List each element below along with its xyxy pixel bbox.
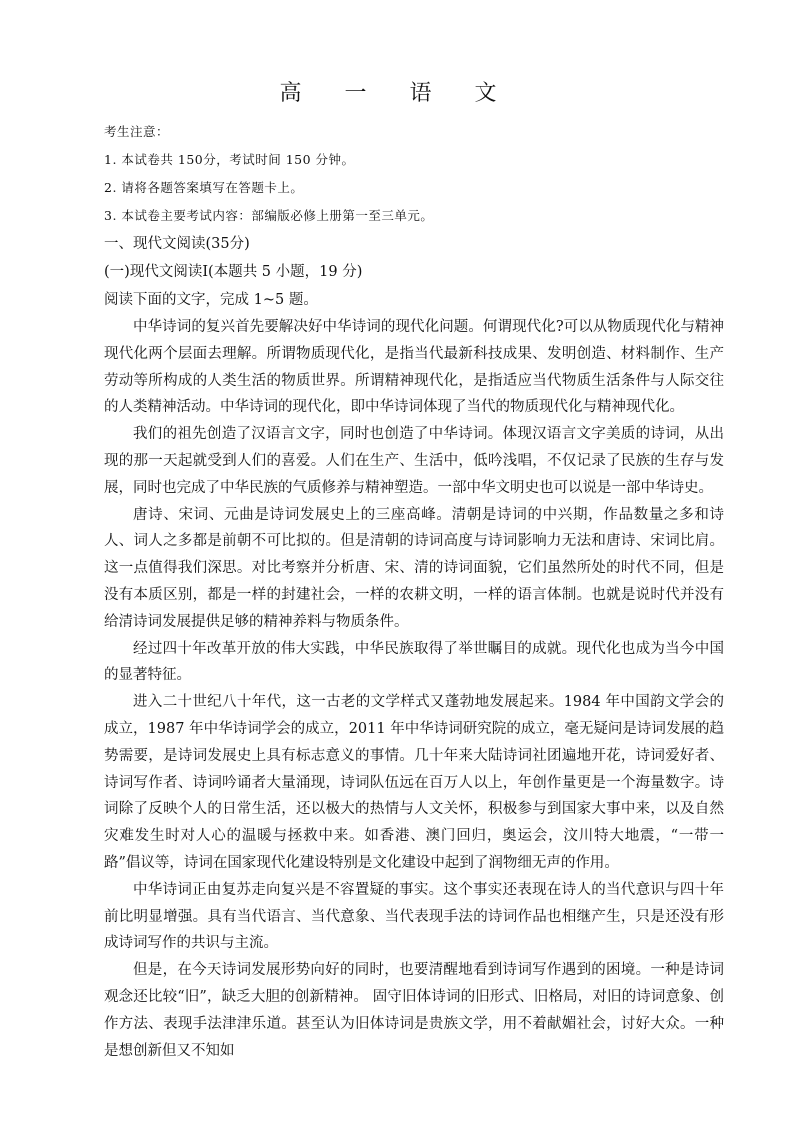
section-subheading: (一)现代文阅读Ⅰ(本题共 5 小题，19 分) [104, 264, 363, 280]
page-content [104, 118, 724, 1064]
notice-item: 1. 本试卷共 150分，考试时间 150 分钟。 [104, 152, 355, 167]
section-instruction: 阅读下面的文字，完成 1~5 题。 [104, 292, 318, 308]
passage-paragraph: 中华诗词正由复苏走向复兴是不容置疑的事实。这个事实还表现在诗人的当代意识与四十年前比明显增强。具有当代语言、当代意象、当代表现手法的诗词作品也相继产生，只是还没有形成诗词写作的共识与主流。 [104, 881, 724, 952]
passage-paragraph: 我们的祖先创造了汉语言文字，同时也创造了中华诗词。体现汉语言文字美质的诗词，从出现的那一天起就受到人们的喜爱。人们在生产、生活中，低吟浅唱，不仅记录了民族的生存与发展，同时也完成了中华民族的气质修养与精神塑造。一部中华文明史也可以说是一部中华诗史。 [104, 426, 724, 496]
notice-block [104, 118, 724, 230]
notice-item: 3. 本试卷主要考试内容：部编版必修上册第一至三单元。 [104, 208, 434, 223]
section-header [104, 230, 724, 314]
passage-paragraph: 进入二十世纪八十年代，这一古老的文学样式又蓬勃地发展起来。1984 年中国韵文学会的成立，1987 年中华诗词学会的成立，2011 年中华诗词研究院的成立，毫无疑问是诗词发展的趋势需要，是诗词发展史上具有标志意义的事情。几十年来大陆诗词社团遍地开花，诗词爱好者、诗词写作者、诗词吟诵者大量涌现，诗词队伍远在百万人以上，年创作量更是一个海量数字。诗词除了反映个人的日常生活，还以极大的热情与人文关怀，积极参与到国家大事中来，以及自然灾难发生时对人心的温暖与拯救中来。如香港、澳门回归，奥运会，汶川特大地震，“一带一路”倡议等，诗词在国家现代化建设特别是文化建设中起到了润物细无声的作用。 [104, 694, 724, 871]
section-heading: 一、现代文阅读(35分) [104, 236, 250, 252]
passage-paragraph: 但是，在今天诗词发展形势向好的同时，也要清醒地看到诗词写作遇到的困境。一种是诗词观念还比较“旧”，缺乏大胆的创新精神。 固守旧体诗词的旧形式、旧格局，对旧的诗词意象、创作方法、表现手法津津乐道。甚至认为旧体诗词是贵族文学，用不着献媚社会，讨好大众。一种是想创新但又不知如 [104, 962, 724, 1059]
passage-paragraph: 经过四十年改革开放的伟大实践，中华民族取得了举世瞩目的成就。现代化也成为当今中国的显著特征。 [104, 640, 724, 684]
passage-paragraph: 唐诗、宋词、元曲是诗词发展史上的三座高峰。清朝是诗词的中兴期，作品数量之多和诗人、词人之多都是前朝不可比拟的。但是清朝的诗词高度与诗词影响力无法和唐诗、宋词比肩。这一点值得我们深思。对比考察并分析唐、宋、清的诗词面貌，它们虽然所处的时代不同，但是没有本质区别，都是一样的封建社会，一样的农耕文明，一样的语言体制。也就是说时代并没有给清诗词发展提供足够的精神养料与物质条件。 [104, 506, 724, 630]
passage-paragraph: 中华诗词的复兴首先要解决好中华诗词的现代化问题。何谓现代化?可以从物质现代化与精神现代化两个层面去理解。所谓物质现代化，是指当代最新科技成果、发明创造、材料制作、生产劳动等所构成的人类生活的物质世界。所谓精神现代化，是指适应当代物质生活条件与人际交往的人类精神活动。中华诗词的现代化，即中华诗词体现了当代的物质现代化与精神现代化。 [104, 319, 724, 416]
page-title: 高 一 语 文 [279, 81, 515, 106]
reading-passage [104, 314, 724, 1064]
notice-heading: 考生注意： [104, 124, 170, 139]
notice-item: 2. 请将各题答案填写在答题卡上。 [104, 180, 304, 195]
